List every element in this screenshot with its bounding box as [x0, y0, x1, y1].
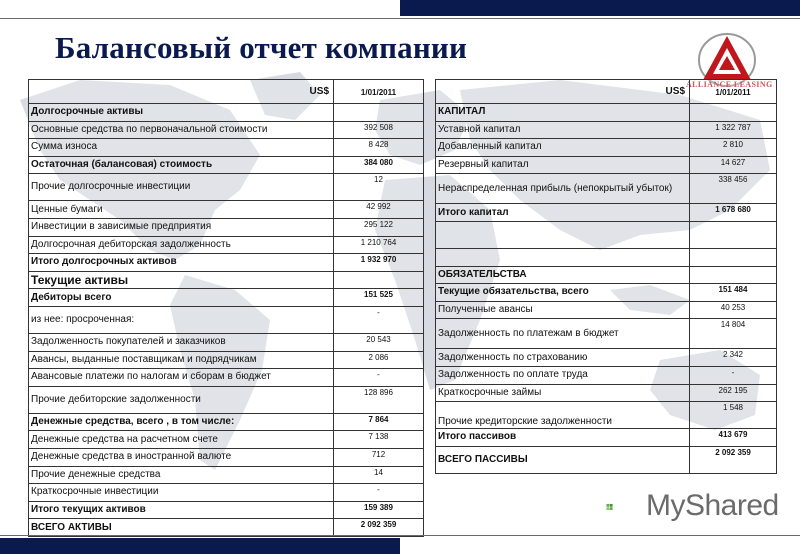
- myshared-watermark: MyShared: [646, 489, 779, 522]
- table-row: [29, 104, 424, 122]
- row-value: [334, 271, 424, 289]
- table-row: [436, 248, 777, 266]
- table-row: [436, 174, 777, 204]
- table-row: [29, 484, 424, 502]
- row-label: Сумма износа: [29, 139, 334, 157]
- table-row: [29, 466, 424, 484]
- table-row: [436, 319, 777, 349]
- row-value: 8 428: [334, 139, 424, 157]
- table-row: [436, 301, 777, 319]
- row-label: Долгосрочная дебиторская задолженность: [29, 236, 334, 254]
- row-label: из нее: просроченная:: [29, 306, 334, 333]
- row-value: 2 342: [690, 349, 777, 367]
- row-label: Краткосрочные займы: [436, 384, 690, 402]
- row-label: КАПИТАЛ: [436, 104, 690, 122]
- row-label: Задолженность по страхованию: [436, 349, 690, 367]
- row-label: Нераспределенная прибыль (непокрытый убыток): [436, 174, 690, 204]
- row-label: Задолженность по платежам в бюджет: [436, 319, 690, 349]
- row-label: Полученные авансы: [436, 301, 690, 319]
- row-value: 295 122: [334, 218, 424, 236]
- row-label: Авансы, выданные поставщикам и подрядчикам: [29, 351, 334, 369]
- row-value: -: [334, 369, 424, 387]
- table-row: [436, 429, 777, 447]
- row-label: ОБЯЗАТЕЛЬСТВА: [436, 266, 690, 284]
- row-label: Прочие долгосрочные инвестиции: [29, 174, 334, 201]
- table-row: [436, 402, 777, 429]
- table-row: [436, 349, 777, 367]
- row-value: 151 484: [690, 284, 777, 302]
- table-row: [29, 218, 424, 236]
- row-label: [436, 221, 690, 248]
- table-row: [436, 266, 777, 284]
- row-label: Резервный капитал: [436, 156, 690, 174]
- table-row: [29, 289, 424, 307]
- row-value: 712: [334, 448, 424, 466]
- row-value: 413 679: [690, 429, 777, 447]
- table-row: [29, 386, 424, 413]
- row-value: [690, 104, 777, 122]
- row-value: -: [334, 306, 424, 333]
- top-rule: [0, 18, 800, 19]
- row-label: Долгосрочные активы: [29, 104, 334, 122]
- row-label: Дебиторы всего: [29, 289, 334, 307]
- table-row: [29, 174, 424, 201]
- row-value: 14 627: [690, 156, 777, 174]
- row-label: Добавленный капитал: [436, 139, 690, 157]
- row-value: 2 810: [690, 139, 777, 157]
- table-row: [29, 333, 424, 351]
- row-value: -: [690, 366, 777, 384]
- table-row: [29, 306, 424, 333]
- row-value: 384 080: [334, 156, 424, 174]
- row-value: 7 864: [334, 413, 424, 431]
- page-title: Балансовый отчет компании: [55, 30, 468, 65]
- table-header-row: [29, 80, 424, 104]
- row-value: 14 804: [690, 319, 777, 349]
- table-row: [29, 519, 424, 537]
- row-label: Инвестиции в зависимые предприятия: [29, 218, 334, 236]
- row-value: 392 508: [334, 121, 424, 139]
- row-label: Итого текущих активов: [29, 501, 334, 519]
- row-label: Итого капитал: [436, 204, 690, 222]
- row-value: 12: [334, 174, 424, 201]
- table-row: [29, 413, 424, 431]
- row-value: 20 543: [334, 333, 424, 351]
- table-row: [29, 351, 424, 369]
- top-banner-bar: [400, 0, 800, 16]
- row-value: 2 092 359: [334, 519, 424, 537]
- assets-table: [28, 79, 424, 537]
- row-label: ВСЕГО ПАССИВЫ: [436, 446, 690, 473]
- currency-header: US$: [29, 80, 334, 104]
- table-row: [29, 271, 424, 289]
- row-value: 338 456: [690, 174, 777, 204]
- row-label: Денежные средства, всего , в том числе:: [29, 413, 334, 431]
- row-value: 2 092 359: [690, 446, 777, 473]
- table-row: [436, 204, 777, 222]
- row-value: [690, 221, 777, 248]
- table-row: [29, 201, 424, 219]
- row-value: 2 086: [334, 351, 424, 369]
- date-header: 1/01/2011: [690, 80, 777, 104]
- myshared-logo-icon: [606, 490, 646, 524]
- table-row: [436, 221, 777, 248]
- row-label: Краткосрочные инвестиции: [29, 484, 334, 502]
- bottom-banner-bar: [0, 538, 400, 554]
- row-label: Итого пассивов: [436, 429, 690, 447]
- row-label: Прочие кредиторские задолженности: [436, 402, 690, 429]
- row-label: Ценные бумаги: [29, 201, 334, 219]
- date-header: 1/01/2011: [334, 80, 424, 104]
- row-label: Текущие обязательства, всего: [436, 284, 690, 302]
- row-label: Уставной капитал: [436, 121, 690, 139]
- row-value: 40 253: [690, 301, 777, 319]
- row-value: 1 210 764: [334, 236, 424, 254]
- row-label: Остаточная (балансовая) стоимость: [29, 156, 334, 174]
- table-row: [29, 139, 424, 157]
- logo-company-name: ALLIANCE LEASING: [686, 80, 773, 89]
- table-row: [436, 139, 777, 157]
- row-value: 151 525: [334, 289, 424, 307]
- row-value: [690, 266, 777, 284]
- currency-header: US$: [436, 80, 690, 104]
- row-label: Текущие активы: [29, 271, 334, 289]
- bottom-rule: [0, 535, 800, 536]
- row-value: 128 896: [334, 386, 424, 413]
- row-value: 1 322 787: [690, 121, 777, 139]
- table-header-row: [436, 80, 777, 104]
- row-value: 262 195: [690, 384, 777, 402]
- row-value: 159 389: [334, 501, 424, 519]
- table-row: [436, 366, 777, 384]
- row-label: Денежные средства на расчетном счете: [29, 431, 334, 449]
- row-label: Основные средства по первоначальной стоимости: [29, 121, 334, 139]
- row-value: 7 138: [334, 431, 424, 449]
- row-value: 1 548: [690, 402, 777, 429]
- row-label: [436, 248, 690, 266]
- table-row: [29, 254, 424, 272]
- row-value: 1 678 680: [690, 204, 777, 222]
- liabilities-table: [435, 79, 777, 474]
- table-row: [29, 236, 424, 254]
- table-row: [436, 284, 777, 302]
- row-value: -: [334, 484, 424, 502]
- row-value: [690, 248, 777, 266]
- table-row: [29, 369, 424, 387]
- row-value: 1 932 970: [334, 254, 424, 272]
- row-label: Задолженность покупателей и заказчиков: [29, 333, 334, 351]
- row-label: Прочие дебиторские задолженности: [29, 386, 334, 413]
- table-row: [29, 121, 424, 139]
- table-row: [29, 156, 424, 174]
- table-row: [29, 501, 424, 519]
- table-row: [29, 448, 424, 466]
- table-row: [29, 431, 424, 449]
- row-value: [334, 104, 424, 122]
- row-label: Авансовые платежи по налогам и сборам в бюджет: [29, 369, 334, 387]
- table-row: [436, 121, 777, 139]
- row-label: Денежные средства в иностранной валюте: [29, 448, 334, 466]
- table-row: [436, 156, 777, 174]
- table-row: [436, 446, 777, 473]
- row-label: Итого долгосрочных активов: [29, 254, 334, 272]
- row-label: ВСЕГО АКТИВЫ: [29, 519, 334, 537]
- row-value: 42 992: [334, 201, 424, 219]
- row-label: Задолженность по оплате труда: [436, 366, 690, 384]
- row-label: Прочие денежные средства: [29, 466, 334, 484]
- table-row: [436, 104, 777, 122]
- row-value: 14: [334, 466, 424, 484]
- table-row: [436, 384, 777, 402]
